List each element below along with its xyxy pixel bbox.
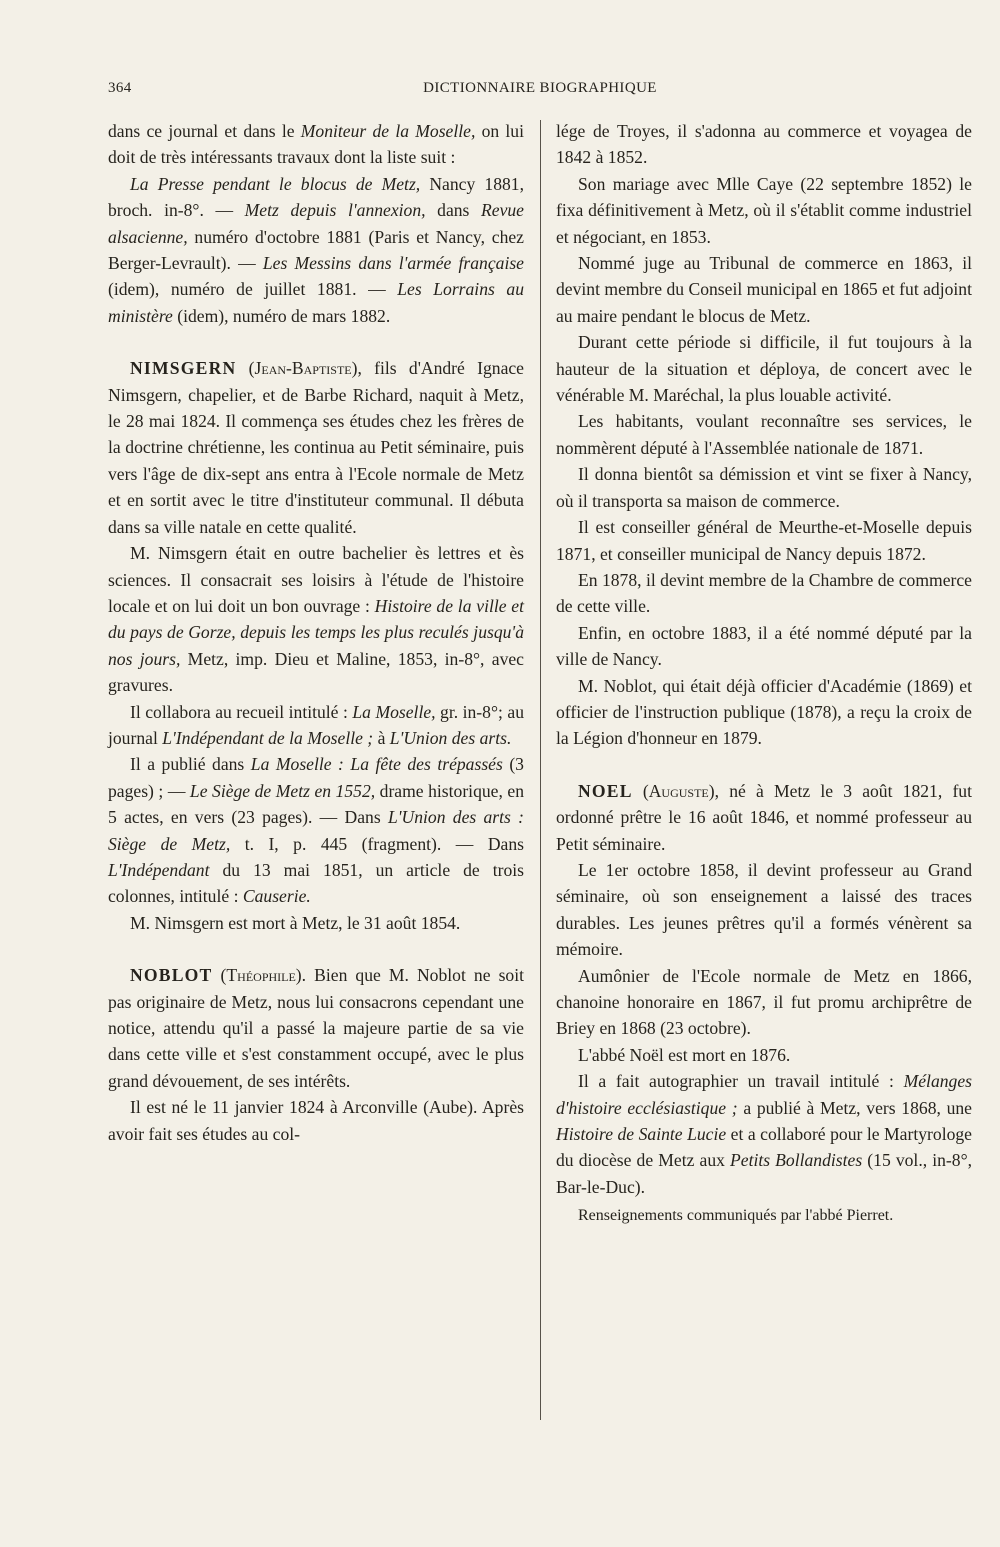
- title-run: Les Messins dans l'armée française: [262, 253, 524, 274]
- text-run: Moniteur de la Moselle,: [300, 121, 476, 141]
- entry-noblot: [108, 962, 524, 1094]
- title-run: Petits Bollandistes: [730, 1150, 863, 1171]
- page-number: 364: [108, 80, 132, 96]
- paragraph: Son mariage avec Mlle Caye (22 septembre 1852) le fixa définitivement à Metz, où il s'établit comme industriel et négociant, en 1853.: [556, 173, 972, 247]
- entry-nimsgern: [108, 355, 524, 540]
- title-run: Revue alsacienne,: [108, 200, 524, 247]
- paragraph: L'abbé Noël est mort en 1876.: [578, 1044, 791, 1065]
- text-run: gr. in-8°; au journal: [108, 701, 524, 748]
- title-run: Mélanges d'histoire ecclésiastique ;: [556, 1071, 972, 1118]
- entry-name: NIMSGERN: [130, 358, 237, 379]
- text-run: dans ce journal et dans le: [108, 121, 301, 141]
- paragraph: Enfin, en octobre 1883, il a été nommé député par la ville de Nancy.: [556, 622, 972, 670]
- entry-firstnames: (Auguste),: [642, 780, 720, 801]
- text-run: Il a publié dans: [130, 754, 251, 775]
- entry-name: NOBLOT: [130, 965, 213, 986]
- text-run: (15 vol., in-8°, Bar-le-Duc).: [556, 1150, 972, 1197]
- text-run: du 13 mai 1851, un article de trois colonnes, intitulé :: [108, 859, 524, 907]
- paragraph: Les habitants, voulant reconnaître ses services, le nommèrent député à l'Assemblée nationale de 1871.: [556, 411, 972, 458]
- text-run: né à Metz le 3 août 1821, fut ordonné prêtre le 16 août 1846, et nommé professeur au Petit séminaire.: [556, 780, 972, 854]
- text-run: on lui doit de très intéressants travaux dont la liste suit :: [108, 121, 524, 168]
- text-run: M. Nimsgern était en outre bachelier ès lettres et ès sciences. Il consacrait ses loisirs à l'étude de l'histoire locale et on lui doit un bon ouvrage :: [108, 543, 524, 616]
- paragraph: [556, 1068, 972, 1200]
- text-run: drame historique, en 5 actes, en vers (23 pages). — Dans: [108, 780, 524, 828]
- paragraph: M. Noblot, qui était déjà officier d'Académie (1869) et officier de l'instruction publique (1878), a reçu la croix de la Légion d'honneur en 1879.: [556, 675, 972, 749]
- title-run: Le Siège de Metz en 1552,: [189, 780, 376, 801]
- text-run: numéro d'octobre 1881 (Paris et Nancy, chez Berger-Levrault). —: [108, 226, 524, 274]
- text-run: (idem), numéro de juillet 1881. —: [108, 279, 398, 300]
- continued-paragraph: [108, 118, 524, 171]
- paragraph: Il donna bientôt sa démission et vint se fixer à Nancy, où il transporta sa maison de commerce.: [556, 464, 972, 511]
- paragraph: Nommé juge au Tribunal de commerce en 1863, il devint membre du Conseil municipal en 1865 et fut adjoint au maire pendant le blocus de Metz.: [556, 253, 972, 326]
- paragraph: Aumônier de l'Ecole normale de Metz en 1866, chanoine honoraire en 1867, il fut promu archiprêtre de Briey en 1868 (23 octobre).: [556, 965, 972, 1039]
- text-run: (3 pages) ; —: [108, 754, 524, 801]
- title-run: Metz depuis l'annexion,: [244, 200, 426, 221]
- text-run: Bien que M. Noblot ne soit pas originaire de Metz, nous lui consacrons cependant une notice, attendu qu'il a passé la majeure partie de sa vie dans cette ville et s'est constamment occupé, avec le plus grand dévouement, de ses intérêts.: [108, 965, 524, 1091]
- text-run: dans: [425, 200, 482, 221]
- paragraph: [108, 751, 524, 909]
- running-title: DICTIONNAIRE BIOGRAPHIQUE: [423, 80, 657, 96]
- right-column: [556, 118, 972, 1228]
- title-run: L'Indépendant de la Moselle ;: [162, 727, 374, 748]
- text-run: Il a fait autographier un travail intitulé :: [578, 1071, 904, 1092]
- text-run: fils d'André Ignace Nimsgern, chapelier, et de Barbe Richard, naquit à Metz, le 28 mai 1824. Il commença ses études chez les frères de la doctrine chrétienne, les continua au Petit séminaire, puis vers l'âge de dix-sept ans entra à l'Ecole normale de Metz et en sortit avec le titre d'instituteur communal. Il débuta dans sa ville natale en cette qualité.: [108, 358, 524, 537]
- title-run: Les Lorrains au ministère: [108, 279, 524, 326]
- column-divider: [540, 120, 541, 1420]
- paragraph: Il est conseiller général de Meurthe-et-Moselle depuis 1871, et conseiller municipal de Nancy depuis 1872.: [556, 517, 972, 564]
- text-run: a publié à Metz, vers 1868, une: [737, 1097, 972, 1118]
- entry-name: NOEL: [578, 780, 633, 801]
- paragraph: [108, 699, 524, 752]
- text-run: Nancy 1881, broch. in-8°. —: [108, 173, 524, 221]
- text-run: à: [373, 727, 390, 748]
- title-run: Histoire de Sainte Lucie: [556, 1124, 727, 1145]
- title-run: La Presse pendant le blocus de Metz,: [130, 173, 421, 194]
- source-note: Renseignements communiqués par l'abbé Pierret.: [578, 1207, 894, 1225]
- paragraph: Il est né le 11 janvier 1824 à Arconville (Aube). Après avoir fait ses études au col-: [108, 1097, 524, 1144]
- text-run: et a collaboré pour le Martyrologe du diocèse de Metz aux: [556, 1124, 972, 1171]
- title-run: L'Union des arts : Siège de Metz,: [108, 807, 525, 854]
- title-run: L'Union des arts.: [389, 727, 512, 748]
- title-run: La Moselle,: [352, 701, 436, 722]
- page-header: [108, 80, 972, 106]
- text-run: (idem), numéro de mars 1882.: [172, 305, 391, 326]
- paragraph: [108, 540, 524, 698]
- continued-paragraph: lége de Troyes, il s'adonna au commerce et voyagea de 1842 à 1852.: [556, 121, 972, 168]
- entry-firstnames: (Jean-Baptiste),: [248, 358, 362, 379]
- text-run: Metz, imp. Dieu et Maline, 1853, in-8°, avec gravures.: [108, 648, 524, 696]
- left-column: [108, 118, 524, 1147]
- title-run: Causerie.: [242, 886, 311, 907]
- title-run: La Moselle : La fête des trépassés: [250, 754, 503, 775]
- paragraph: M. Nimsgern est mort à Metz, le 31 août 1854.: [130, 912, 461, 933]
- text-run: t. I, p. 445 (fragment). — Dans: [230, 833, 524, 854]
- entry-noel: [556, 778, 972, 857]
- entry-firstnames: (Théophile).: [220, 965, 307, 986]
- paragraph: Le 1er octobre 1858, il devint professeur au Grand séminaire, où son enseignement a laissé des traces durables. Les jeunes prêtres qu'il a formés vénèrent sa mémoire.: [556, 859, 972, 960]
- paragraph: En 1878, il devint membre de la Chambre de commerce de cette ville.: [556, 569, 972, 617]
- title-run: Histoire de la ville et du pays de Gorze, depuis les temps les plus reculés jusqu'à nos jours,: [108, 595, 524, 669]
- text-run: Il collabora au recueil intitulé :: [130, 701, 353, 722]
- works-list: [108, 171, 524, 329]
- paragraph: Durant cette période si difficile, il fut toujours à la hauteur de la situation et déploya, de concert avec le vénérable M. Maréchal, la plus louable activité.: [556, 332, 972, 406]
- title-run: L'Indépendant: [108, 859, 210, 880]
